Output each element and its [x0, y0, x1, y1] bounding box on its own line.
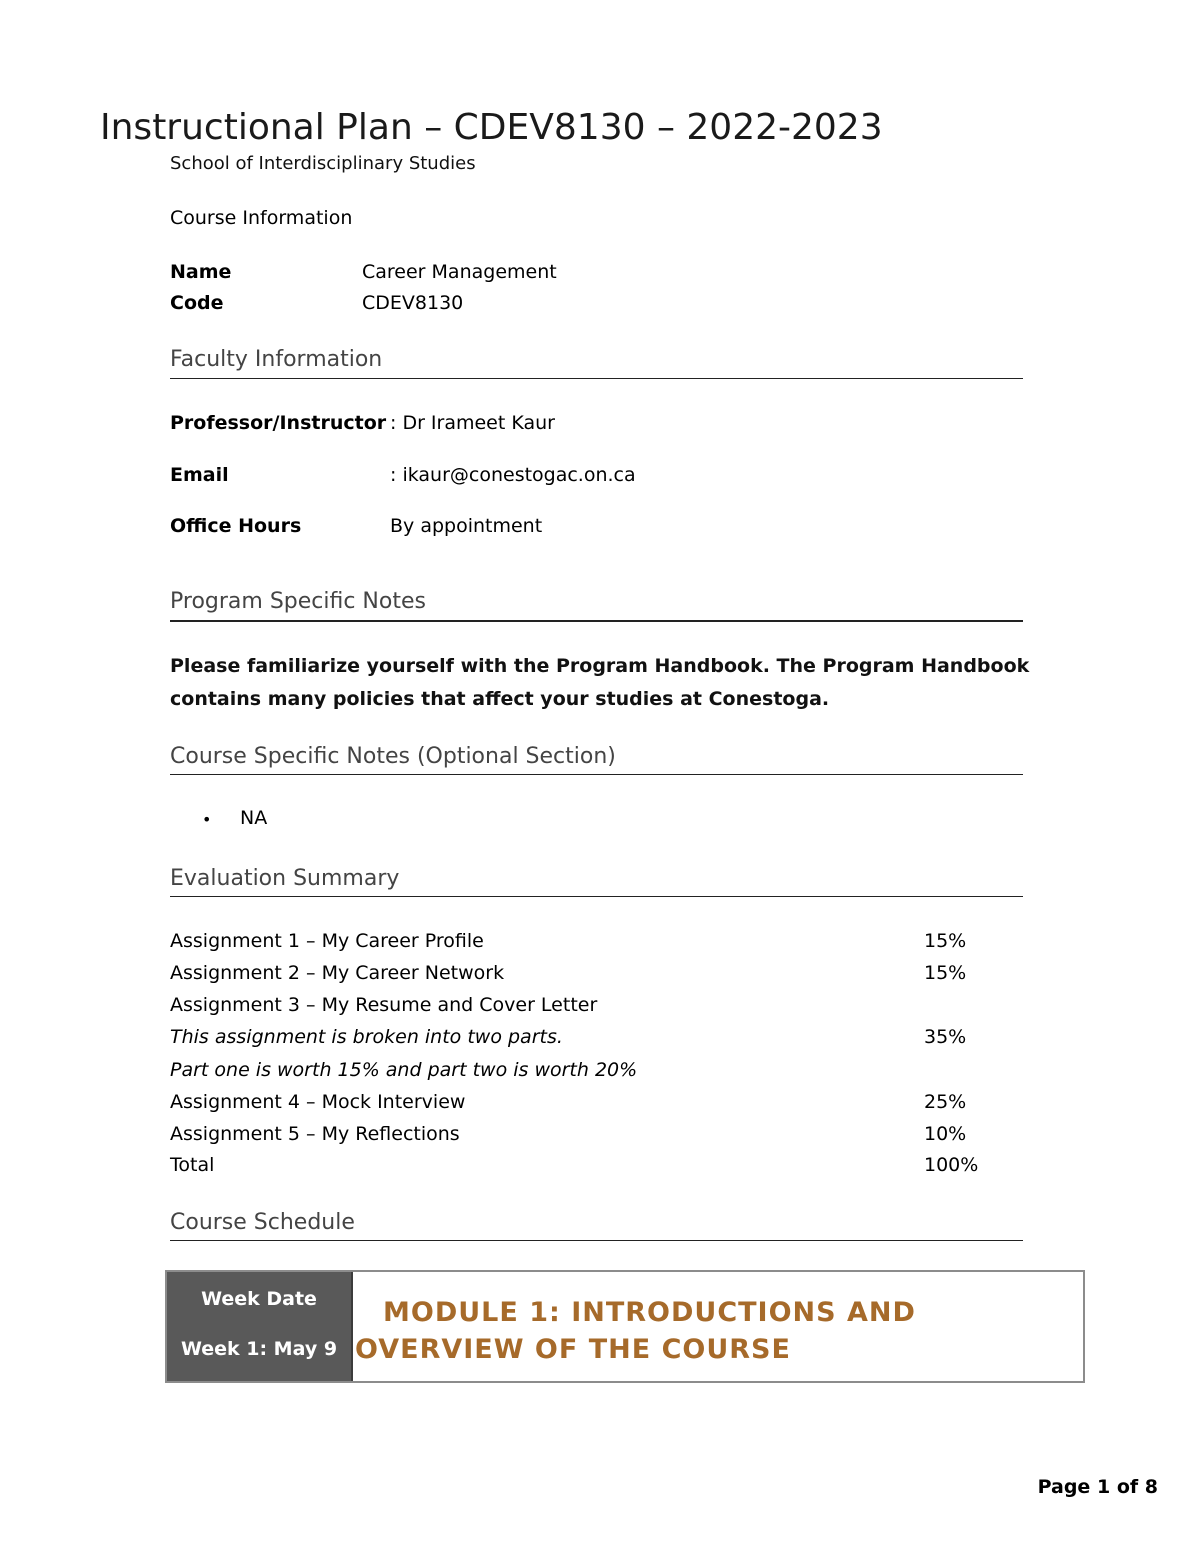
evaluation-row [170, 1026, 990, 1058]
evaluation-heading: Evaluation Summary [170, 866, 400, 891]
evaluation-total-label: Total [170, 1154, 215, 1176]
course-name-label: Name [170, 261, 232, 283]
course-code-value: CDEV8130 [362, 292, 464, 314]
evaluation-item-name: Assignment 3 – My Resume and Cover Letter [170, 994, 598, 1016]
faculty-heading-rule [170, 378, 1023, 379]
email-value: : ikaur@conestogac.on.ca [390, 464, 636, 486]
course-notes-heading: Course Specific Notes (Optional Section) [170, 744, 616, 769]
evaluation-item-note: Part one is worth 15% and part two is worth 20% [170, 1059, 638, 1081]
course-note-item: NA [240, 807, 268, 829]
faculty-heading: Faculty Information [170, 347, 383, 372]
module-title-text: MODULE 1: INTRODUCTIONS AND OVERVIEW OF THE COURSE [355, 1297, 916, 1365]
evaluation-item-name: Assignment 2 – My Career Network [170, 962, 505, 984]
module-title [355, 1294, 1079, 1368]
evaluation-item-weight: 15% [924, 930, 967, 952]
schedule-table [165, 1270, 1085, 1383]
evaluation-rule [170, 896, 1023, 897]
evaluation-item-weight: 35% [924, 1026, 967, 1048]
week-date-cell [167, 1272, 353, 1381]
page-current: 1 [1096, 1476, 1111, 1498]
of-word: of [1116, 1476, 1139, 1498]
evaluation-row [170, 962, 990, 994]
schedule-rule [170, 1240, 1023, 1241]
evaluation-item-name: Assignment 1 – My Career Profile [170, 930, 484, 952]
course-info-heading: Course Information [170, 207, 353, 229]
evaluation-total-weight: 100% [924, 1154, 979, 1176]
email-label: Email [170, 464, 229, 486]
week-date-label: Week Date [201, 1288, 317, 1310]
page-word: Page [1037, 1476, 1091, 1498]
evaluation-row [170, 930, 990, 962]
evaluation-item-weight: 15% [924, 962, 967, 984]
evaluation-item-note: This assignment is broken into two parts. [170, 1026, 563, 1048]
program-notes-heading: Program Specific Notes [170, 589, 426, 614]
week-value: Week 1: May 9 [180, 1338, 338, 1360]
bullet-marker: • [202, 810, 212, 829]
evaluation-total-row [170, 1154, 990, 1186]
document-title: Instructional Plan – CDEV8130 – 2022-2023 [100, 107, 883, 148]
schedule-heading: Course Schedule [170, 1210, 355, 1235]
evaluation-item-name: Assignment 5 – My Reflections [170, 1123, 460, 1145]
page-number [1038, 1476, 1158, 1498]
school-name: School of Interdisciplinary Studies [170, 153, 476, 174]
evaluation-item-weight: 10% [924, 1123, 967, 1145]
professor-label: Professor/Instructor [170, 412, 387, 434]
professor-value: : Dr Irameet Kaur [390, 412, 555, 434]
evaluation-row [170, 1059, 990, 1091]
course-code-label: Code [170, 292, 224, 314]
office-hours-label: Office Hours [170, 515, 302, 537]
course-notes-rule [170, 774, 1023, 775]
program-notes-rule [170, 620, 1023, 622]
page-total: 8 [1144, 1476, 1158, 1498]
program-notes-text: Please familiarize yourself with the Program Handbook. The Program Handbook contains many policies that affect your studies at Conestoga. [170, 655, 1030, 710]
evaluation-item-name: Assignment 4 – Mock Interview [170, 1091, 466, 1113]
evaluation-row [170, 1123, 990, 1155]
course-name-value: Career Management [362, 261, 557, 283]
evaluation-row [170, 994, 990, 1026]
office-hours-value: By appointment [390, 515, 543, 537]
evaluation-row [170, 1091, 990, 1123]
evaluation-item-weight: 25% [924, 1091, 967, 1113]
